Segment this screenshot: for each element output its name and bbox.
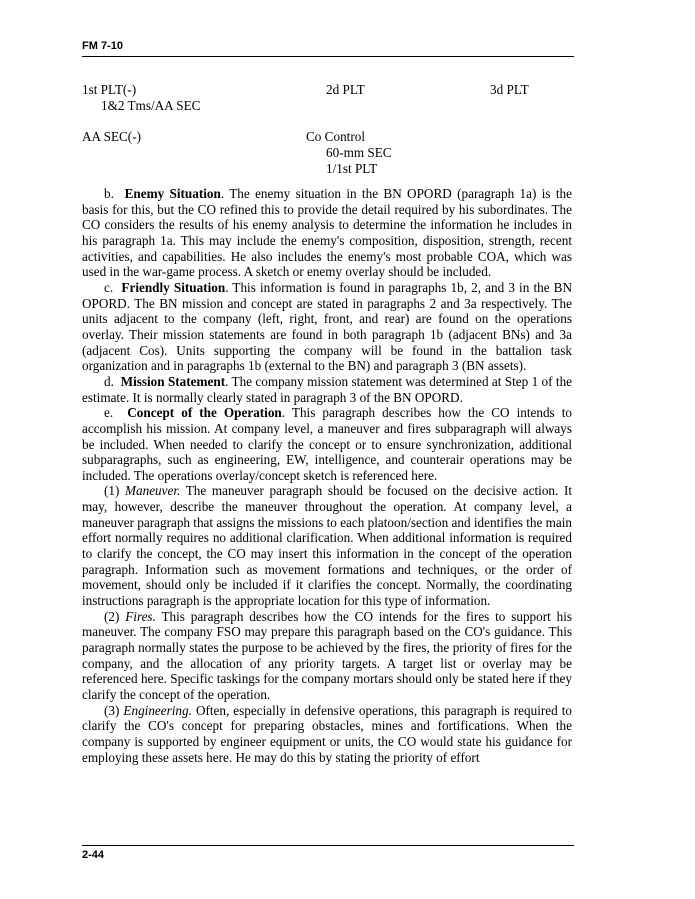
running-header: FM 7-10 [82, 40, 123, 52]
paragraph-text: The maneuver paragraph should be focused on the decisive action. It may, however, describe the maneuver throughout the operation. At company level, a maneuver paragraph that assigns the missions to each platoon/section and identifies the main effort normally requires no additional clarification. When additional information is required to clarify the concept, the CO may insert this information in the concept of the operation paragraph. Information such as movement formations and techniques, or the order of movement, should only be included if it clarifies the concept. Normally, the coordinating instructions paragraph is the appropriate location for this type of information. [82, 483, 573, 609]
paragraph-friendly-situation [82, 280, 572, 374]
paragraph-text: . The company mission statement was determined at Step 1 of the estimate. It is normally clearly stated in paragraph 3 of the BN OPORD. [82, 373, 573, 405]
paragraph-heading: Engineering. [123, 702, 192, 718]
paragraph-label: b. [104, 186, 114, 201]
paragraph-text: . The enemy situation in the BN OPORD (paragraph 1a) is the basis for this, but the CO refined this to provide the detail required by his subordinates. The CO considers the results of his enemy analysis to determine the information he includes in his paragraph 1a. This may include the enemy's composition, disposition, strength, recent activities, and capabilities. He also includes the enemy's most probable COA, which was used in the war-game process. A sketch or enemy overlay should be included. [82, 186, 572, 280]
body-text [82, 186, 572, 765]
page-number: 2-44 [82, 849, 105, 861]
paragraph-maneuver [82, 483, 572, 608]
paragraph-enemy-situation [82, 186, 572, 280]
paragraph-label: (2) [104, 608, 120, 624]
task-org-3d-plt: 3d PLT [490, 82, 529, 97]
paragraph-heading: Concept of the Operation [127, 405, 282, 421]
paragraph-label: (1) [104, 483, 120, 499]
paragraph-concept-of-operation [82, 405, 572, 483]
paragraph-heading: Fires. [125, 608, 156, 624]
task-org-aa-sec: AA SEC(-) [82, 129, 141, 144]
paragraph-engineering [82, 703, 572, 766]
task-org-mortar-sec: 60-mm SEC [326, 145, 392, 160]
task-org-1-1st-plt: 1/1st PLT [326, 161, 378, 176]
footer-rule [82, 845, 574, 846]
paragraph-label: (3) [104, 702, 120, 718]
paragraph-label: d. [104, 373, 114, 389]
paragraph-fires [82, 609, 572, 703]
paragraph-text: . This information is found in paragraphs 1b, 2, and 3 in the BN OPORD. The BN mission and concept are stated in paragraphs 2 and 3a respectively. The units adjacent to the company (left, right, front, and rear) are found on the operations overlay. Their mission statements are found in both paragraph 1b (adjacent BNs) and 3a (adjacent Cos). Units supporting the company will be found in the battalion task organization and in paragraphs 1b (external to the BN) and paragraph 3 (BN assets). [82, 279, 572, 374]
task-org-co-control: Co Control [306, 129, 365, 144]
task-org-tms-aa-sec: 1&2 Tms/AA SEC [101, 98, 201, 113]
paragraph-label: e. [104, 405, 114, 421]
paragraph-heading: Maneuver. [125, 483, 181, 499]
paragraph-heading: Friendly Situation [121, 279, 226, 295]
paragraph-text: . This paragraph describes how the CO intends to accomplish his mission. At company level, a maneuver and fires subparagraph will always be included. When needed to clarify the concept or to ensure synchronization, additional subparagraphs, such as engineering, EW, intelligence, and counterair operations may be included. The operations overlay/concept sketch is referenced here. [82, 405, 573, 483]
header-rule [82, 56, 574, 57]
task-org-1st-plt: 1st PLT(-) [82, 82, 137, 97]
paragraph-text: This paragraph describes how the CO intends for the fires to support his maneuver. The company FSO may prepare this paragraph based on the CO's guidance. This paragraph normally states the purpose to be achieved by the fires, the priority of fires for the company, and the allocation of any priority targets. A target list or overlay may be referenced here. Specific taskings for the company mortars should only be stated here if they clarify the concept of the operation. [82, 608, 572, 702]
paragraph-heading: Mission Statement [120, 373, 226, 389]
paragraph-text: Often, especially in defensive operations, this paragraph is required to clarify the CO's concept for preparing obstacles, mines and fortifications. When the company is supported by engineer equipment or units, the CO would state his guidance for employing these assets here. He may do this by stating the priority of effort [82, 702, 573, 765]
paragraph-mission-statement [82, 374, 572, 405]
paragraph-label: c. [104, 279, 114, 295]
task-org-2d-plt: 2d PLT [326, 82, 365, 97]
paragraph-heading: Enemy Situation [124, 186, 221, 201]
